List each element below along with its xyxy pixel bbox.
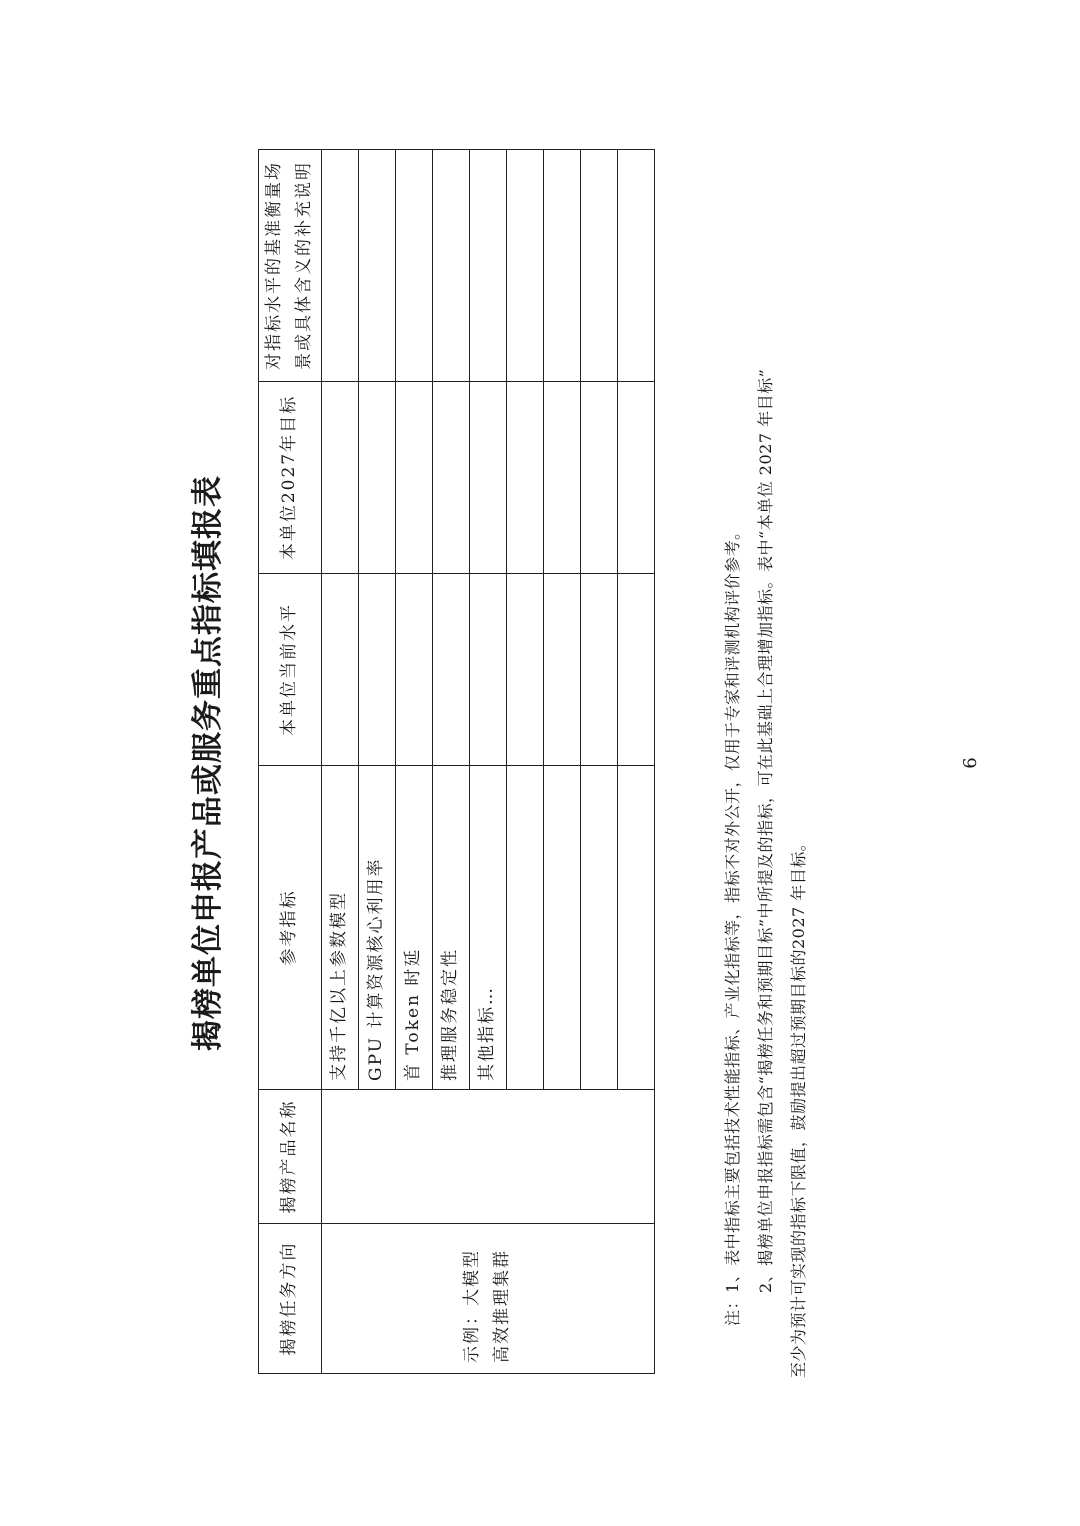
supplementary-cell — [618, 150, 655, 382]
current-level-cell — [359, 574, 396, 766]
target-2027-cell — [470, 382, 507, 574]
current-level-cell — [507, 574, 544, 766]
document-title: 揭榜单位申报产品或服务重点指标填报表 — [190, 475, 226, 1051]
reference-indicator-cell: 其他指标… — [470, 766, 507, 1090]
supplementary-cell — [359, 150, 396, 382]
target-2027-cell — [581, 382, 618, 574]
page-number: 6 — [960, 757, 981, 769]
header-2027-target: 本单位2027年目标 — [259, 382, 322, 574]
table-header-row — [259, 150, 322, 1374]
header-task-direction: 揭榜任务方向 — [259, 1224, 322, 1374]
note-line-3: 至少为预计可实现的指标下限值，鼓励提出超过预期目标的2027 年目标。 — [789, 834, 808, 1378]
header-reference-indicator: 参考指标 — [259, 766, 322, 1090]
current-level-cell — [544, 574, 581, 766]
supplementary-cell — [433, 150, 470, 382]
reference-indicator-cell: 支持千亿以上参数模型 — [322, 766, 359, 1090]
reference-indicator-cell — [581, 766, 618, 1090]
current-level-cell — [618, 574, 655, 766]
reference-indicator-cell — [507, 766, 544, 1090]
supplementary-cell — [507, 150, 544, 382]
target-2027-cell — [618, 382, 655, 574]
supplementary-cell — [322, 150, 359, 382]
product-name-cell — [322, 1090, 655, 1224]
current-level-cell — [396, 574, 433, 766]
reference-indicator-cell: 推理服务稳定性 — [433, 766, 470, 1090]
reference-indicator-cell — [618, 766, 655, 1090]
example-direction-line2: 高效推理集群 — [492, 1249, 512, 1363]
target-2027-cell — [396, 382, 433, 574]
note-line-1: 注：1、表中指标主要包括技术性能指标、产业化指标等，指标不对外公开，仅用于专家和评测机构评价参考。 — [723, 523, 742, 1326]
target-2027-cell — [433, 382, 470, 574]
current-level-cell — [470, 574, 507, 766]
example-task-direction-cell — [322, 1224, 655, 1374]
target-2027-cell — [507, 382, 544, 574]
indicator-form-table — [258, 149, 655, 1374]
example-direction-line1: 示例：大模型 — [462, 1249, 483, 1363]
reference-indicator-cell: 首 Token 时延 — [396, 766, 433, 1090]
note-line-2: 2、揭榜单位申报指标需包含“揭榜任务和预期目标”中所提及的指标，可在此基础上合理增加指标。表中“本单位 2027 年目标” — [756, 368, 775, 1293]
supplementary-cell — [544, 150, 581, 382]
target-2027-cell — [359, 382, 396, 574]
reference-indicator-cell: GPU 计算资源核心利用率 — [359, 766, 396, 1090]
reference-indicator-cell — [544, 766, 581, 1090]
current-level-cell — [433, 574, 470, 766]
current-level-cell — [322, 574, 359, 766]
current-level-cell — [581, 574, 618, 766]
table-row — [322, 150, 359, 1374]
target-2027-cell — [322, 382, 359, 574]
header-supplementary-notes: 对指标水平的基准衡量场景或具体含义的补充说明 — [259, 150, 322, 382]
header-current-level: 本单位当前水平 — [259, 574, 322, 766]
target-2027-cell — [544, 382, 581, 574]
supplementary-cell — [470, 150, 507, 382]
table-notes — [716, 186, 815, 1378]
supplementary-cell — [396, 150, 433, 382]
header-product-name: 揭榜产品名称 — [259, 1090, 322, 1224]
supplementary-cell — [581, 150, 618, 382]
